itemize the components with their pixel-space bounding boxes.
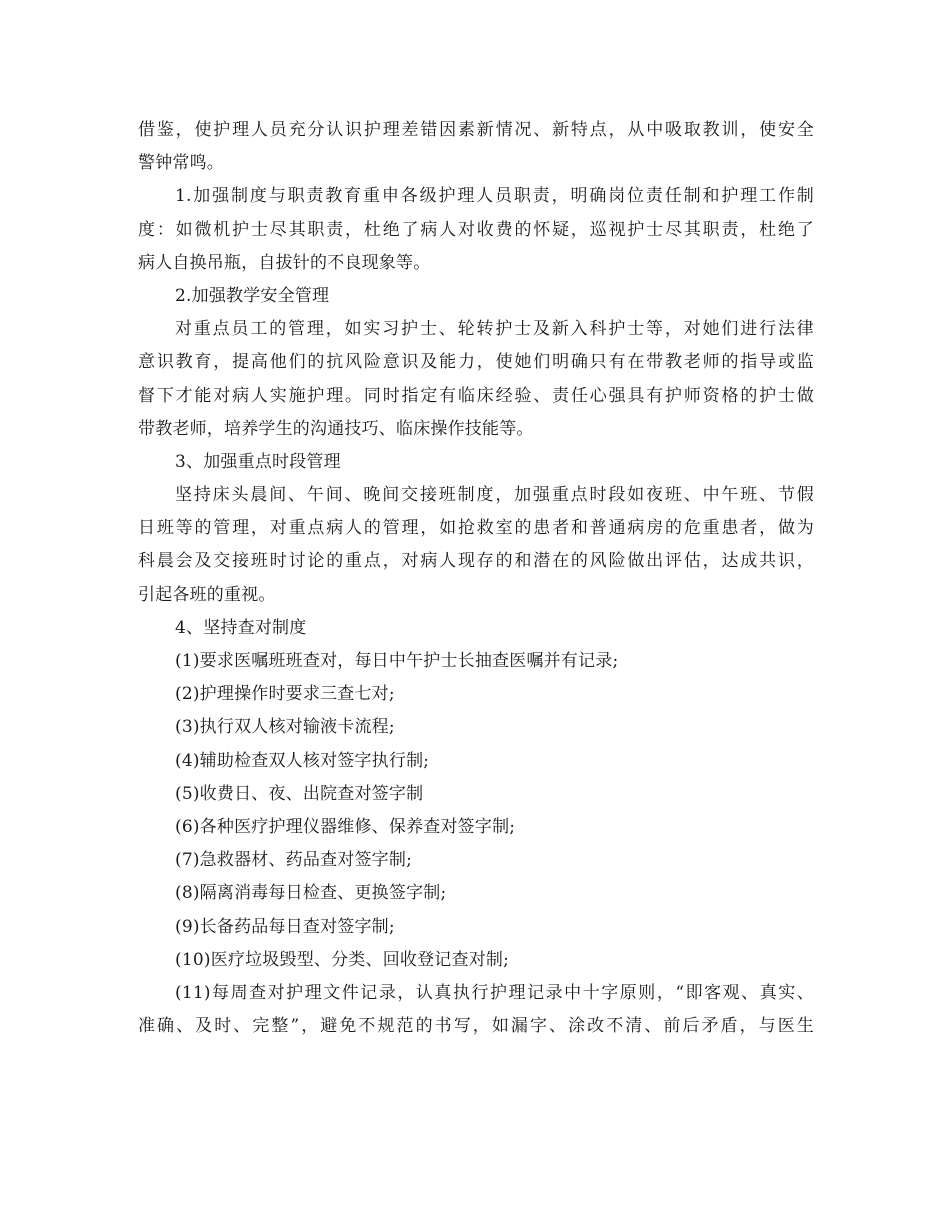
section-1-heading-line: 1.加强制度与职责教育重申各级护理人员职责，明确岗位责任制和护理工作制 — [175, 186, 814, 207]
body-text-line: 科晨会及交接班时讨论的重点，对病人现存的和潜在的风险做出评估，达成共识， — [138, 551, 814, 572]
body-text-line: 对重点员工的管理，如实习护士、轮转护士及新入科护士等，对她们进行法律 — [175, 319, 814, 340]
body-text-line: 意识教育，提高他们的抗风险意识及能力，使她们明确只有在带教老师的指导或监 — [138, 352, 814, 373]
list-item: (3)执行双人核对输液卡流程; — [175, 717, 395, 738]
list-item: (4)辅助检查双人核对签字执行制; — [175, 750, 430, 771]
body-text-line: 借鉴，使护理人员充分认识护理差错因素新情况、新特点，从中吸取教训，使安全 — [138, 120, 814, 140]
list-item: (1)要求医嘱班班查对，每日中午护士长抽查医嘱并有记录; — [175, 651, 619, 671]
list-item: (6)各种医疗护理仪器维修、保养查对签字制; — [175, 816, 516, 837]
list-item: (2)护理操作时要求三查七对; — [175, 684, 395, 705]
list-item: (5)收费日、夜、出院查对签字制 — [175, 783, 424, 804]
body-text-line: 度：如微机护士尽其职责，杜绝了病人对收费的怀疑，巡视护士尽其职责，杜绝了 — [138, 219, 814, 240]
body-text-line: 引起各班的重视。 — [138, 584, 276, 605]
body-text-line: 准确、及时、完整”，避免不规范的书写，如漏字、涂改不清、前后矛盾，与医生 — [138, 1016, 814, 1037]
list-item: (9)长备药品每日查对签字制; — [175, 916, 395, 937]
body-text-line: 日班等的管理，对重点病人的管理，如抢救室的患者和普通病房的危重患者，做为 — [138, 518, 814, 539]
document-page — [138, 114, 814, 1043]
body-text-line: 带教老师，培养学生的沟通技巧、临床操作技能等。 — [138, 418, 534, 439]
section-2-heading: 2.加强教学安全管理 — [175, 285, 330, 306]
list-item: (11)每周查对护理文件记录，认真执行护理记录中十字原则，“即客观、真实、 — [175, 982, 814, 1003]
section-4-heading: 4、坚持查对制度 — [175, 617, 307, 638]
body-text-line: 坚持床头晨间、午间、晚间交接班制度，加强重点时段如夜班、中午班、节假 — [175, 485, 814, 506]
list-item: (8)隔离消毒每日检查、更换签字制; — [175, 883, 447, 904]
body-text-line: 警钟常鸣。 — [138, 153, 224, 174]
list-item: (10)医疗垃圾毁型、分类、回收登记查对制; — [175, 949, 510, 970]
list-item: (7)急救器材、药品查对签字制; — [175, 850, 413, 871]
body-text-line: 病人自换吊瓶，自拔针的不良现象等。 — [138, 252, 431, 273]
body-text-line: 督下才能对病人实施护理。同时指定有临床经验、责任心强具有护师资格的护士做 — [138, 385, 814, 406]
section-3-heading: 3、加强重点时段管理 — [175, 451, 341, 472]
